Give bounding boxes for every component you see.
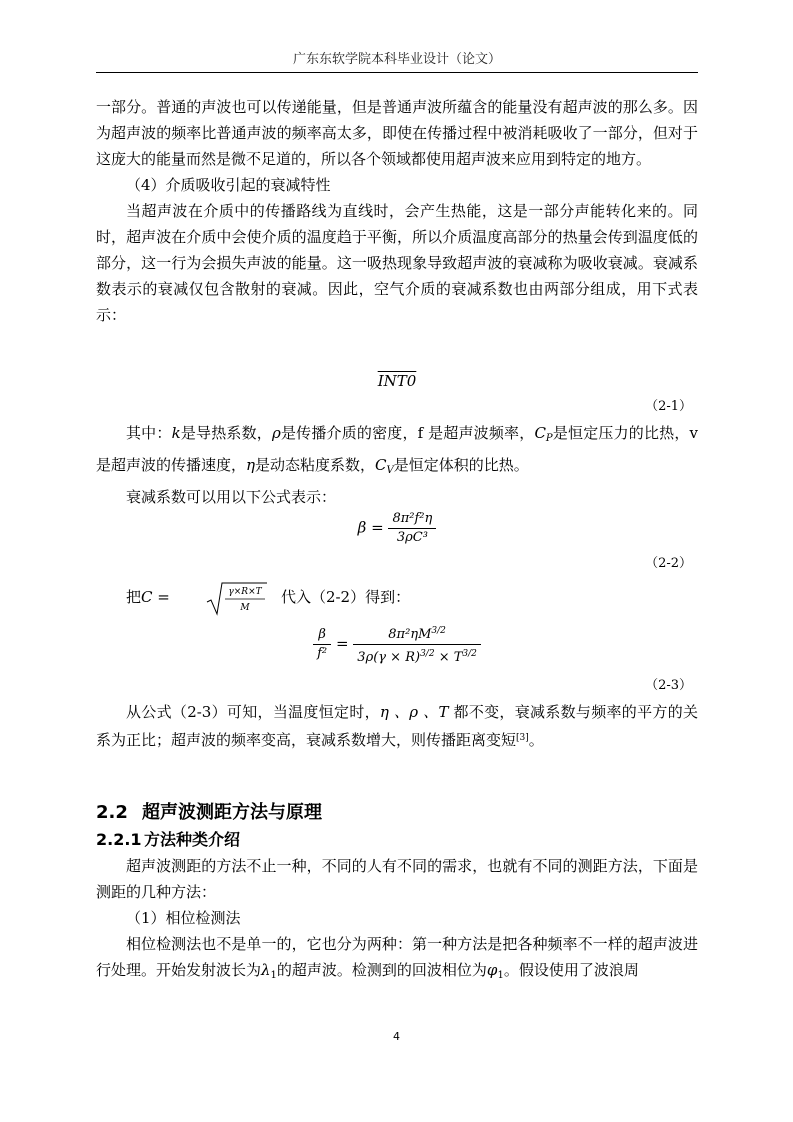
numerator-text: 8π²ηM [388,627,432,642]
subscript: V [386,465,394,476]
equals: = [335,634,349,653]
text-run: 是恒定体积的比热。 [393,456,529,474]
sqrt-denominator: M [240,603,250,613]
denominator-text: × T [434,650,463,665]
paragraph: 超声波测距的方法不止一种，不同的人有不同的需求，也就有不同的测距方法，下面是测距的几种方法： [96,857,698,901]
equation-text: INT0 [377,372,417,390]
symbol-eta: η [246,456,256,474]
paragraph [96,420,698,484]
text-run: 代入（2-2）得到： [280,588,411,606]
paragraph: 衰减系数可以用以下公式表示： [126,488,337,506]
paragraph [96,931,698,989]
paragraph: 当超声波在介质中的传播路线为直线时，会产生热能，这是一部分声能转化来的。同时，超声波在介质中会使介质的温度趋于平衡，所以介质温度高部分的热量会传到温度低的部分，这一行为会损失声波的能量。这一吸热现象导致超声波的衰减称为吸收衰减。衰减系数表示的衰减仅包含散射的衰减。因此，空气介质的衰减系数也由两部分组成，用下式表示： [96,202,698,324]
text-run: 是导热系数， [180,424,272,442]
denominator [353,645,481,667]
exponent: 3/2 [431,626,446,636]
symbol-rho: ρ [271,424,281,442]
paragraph [96,699,698,753]
text-run: 把 [126,588,142,606]
numerator: β [313,626,331,645]
equation-number: （2-1） [645,399,692,414]
list-heading: （4）介质吸收引起的衰减特性 [126,176,331,194]
equation-2-2 [96,510,698,547]
denominator: f² [317,646,328,661]
subscript: 1 [497,970,504,981]
exponent: 3/2 [420,649,435,659]
text-run: 是恒定压力的比热，v 是超声波的传播速度， [96,424,698,474]
text-run: 。假设使用了波浪周 [503,961,639,979]
text-run: 的超声波。检测到的回波相位为 [276,961,487,979]
symbol-lambda: λ [261,961,271,979]
sqrt-sign [205,582,267,616]
subsection-title: 方法种类介绍 [144,830,241,849]
text-run: 相位检测法也不是单一的，它也分为两种：第一种方法是把各种频率不一样的超声波进行处理。开始发射波长为 [96,935,698,979]
subscript: 1 [270,970,277,981]
sqrt-numerator: γ×R×T [228,587,262,597]
paragraph [96,577,698,618]
text-run: 是传播介质的密度，f 是超声波频率， [280,424,535,442]
symbol-k: k [171,424,181,442]
subsection-heading [96,827,698,853]
fraction-lhs [313,626,331,663]
subscript: P [545,433,553,444]
equation-number: （2-2） [645,556,692,571]
citation: [3] [516,733,529,743]
symbol-phi: φ [486,961,498,979]
symbol-cp: C [534,424,546,442]
text-run: 是动态粘度系数， [255,456,376,474]
section-heading [96,799,698,827]
equation-number: （2-3） [645,678,692,693]
square-root [175,578,267,618]
text-run: 。 [528,731,544,749]
symbols: η 、ρ 、T [379,703,449,721]
equation-2-3 [96,622,698,667]
equation-lhs: β = [357,518,384,537]
paragraph: 一部分。普通的声波也可以传递能量，但是普通声波所蕴含的能量没有超声波的那么多。因为超声波的频率比普通声波的频率高太多，即使在传播过程中被消耗吸收了一部分，但对于这庞大的能量而然是微不足道的，所以各个领域都使用超声波来应用到特定的地方。 [96,98,698,168]
body-text [96,94,698,989]
numerator: 8π²f²η [388,510,436,529]
fraction [388,510,436,547]
text-run: 从公式（2-3）可知，当温度恒定时， [126,703,380,721]
page-header: 广东东软学院本科毕业设计（论文） [96,52,698,73]
exponent: 3/2 [462,649,477,659]
fraction-rhs [353,622,481,667]
section-number: 2.2 [96,802,128,823]
symbol-cv: C [375,456,387,474]
page-number: 4 [393,1030,400,1043]
equation-2-1 [96,368,698,394]
symbol-c: C = [141,588,170,606]
denominator: 3ρC³ [396,530,428,545]
section-title: 超声波测距方法与原理 [142,802,322,823]
text-run: 都不变，衰减系数与频率的平方的关系为正比；超声波的频率变高，衰减系数增大，则传播距离变短 [96,703,698,749]
denominator-text: 3ρ(γ × R) [357,650,421,665]
numerator [353,622,481,645]
subsection-number: 2.2.1 [96,830,142,849]
list-heading: （1）相位检测法 [126,909,241,927]
text-run: 其中： [126,424,172,442]
